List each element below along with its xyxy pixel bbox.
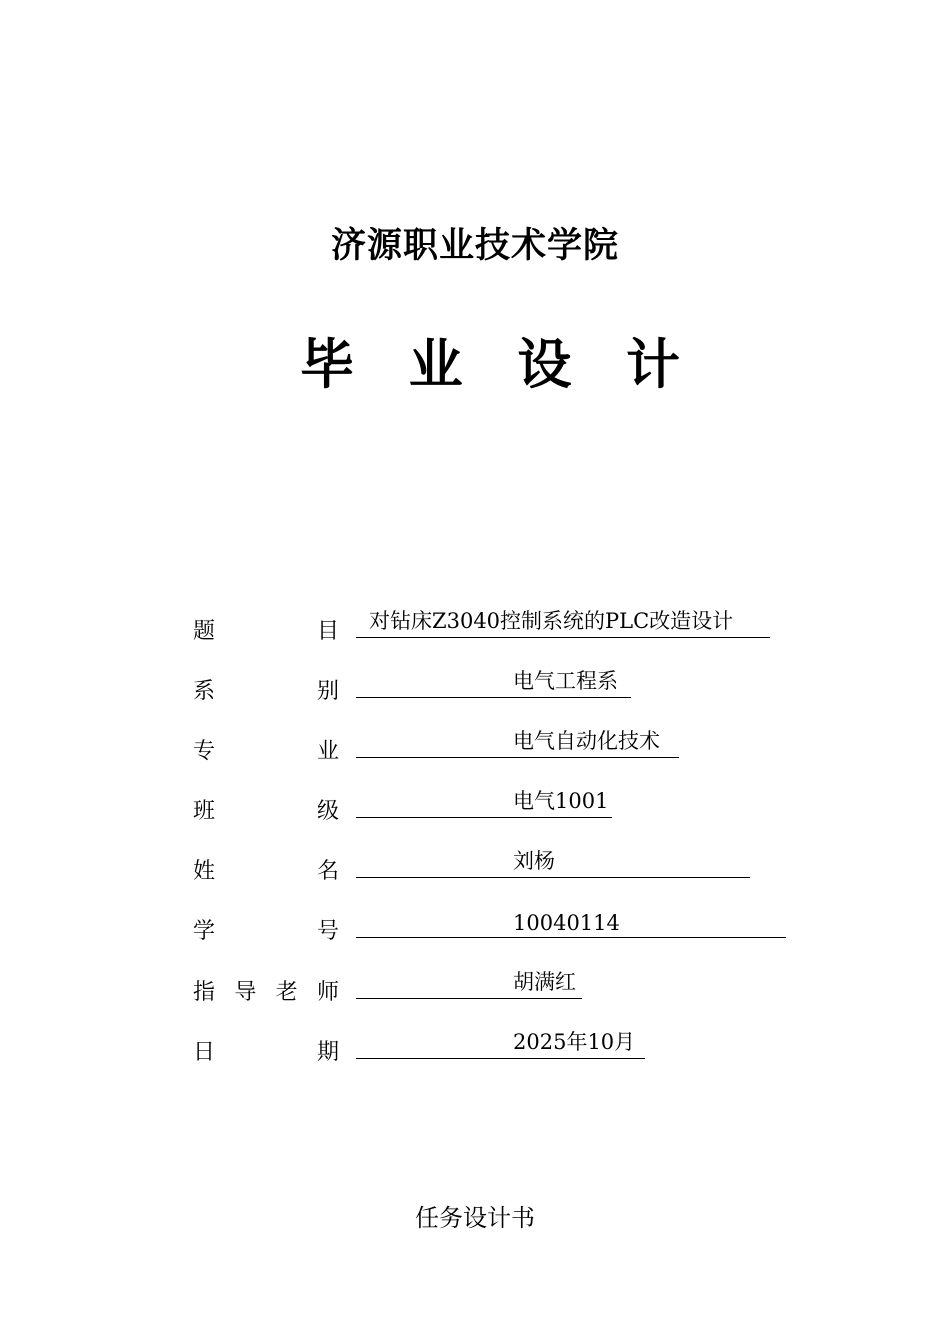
- field-advisor: [193, 966, 793, 1006]
- field-label: 系 别: [193, 679, 339, 704]
- field-label: 学 号: [193, 919, 339, 944]
- field-date: [193, 1026, 793, 1066]
- field-department: [193, 665, 793, 705]
- document-title: [300, 322, 680, 399]
- field-label: 姓 名: [193, 859, 339, 884]
- title-char: 业: [408, 333, 463, 396]
- title-char: 计: [625, 333, 680, 396]
- field-underline: [356, 757, 679, 758]
- field-class: [193, 785, 793, 825]
- field-student-id: [193, 905, 793, 945]
- field-major: [193, 725, 793, 765]
- field-value-topic: 对钻床Z3040控制系统的PLC改造设计: [369, 609, 734, 633]
- footer-title: 任务设计书: [415, 1204, 535, 1232]
- field-underline: [356, 877, 750, 878]
- field-label: 题 目: [193, 619, 339, 644]
- field-value-department: 电气工程系: [513, 669, 618, 693]
- field-value-student-id: 10040114: [513, 911, 620, 935]
- field-value-major: 电气自动化技术: [513, 729, 660, 753]
- field-label: 班 级: [193, 799, 339, 824]
- field-topic: [193, 605, 793, 645]
- title-char: 设: [517, 333, 572, 396]
- field-underline: [356, 937, 786, 938]
- field-label: 专 业: [193, 739, 339, 764]
- field-value-class: 电气1001: [513, 789, 609, 813]
- field-underline: [356, 998, 582, 999]
- school-name: 济源职业技术学院: [330, 226, 619, 266]
- field-label: 日 期: [193, 1040, 339, 1065]
- field-underline: [356, 817, 612, 818]
- title-char: 毕: [300, 333, 354, 396]
- field-underline: [356, 637, 770, 638]
- field-underline: [356, 1058, 645, 1059]
- field-underline: [356, 697, 631, 698]
- field-value-date: 2025年10月: [513, 1030, 636, 1054]
- field-value-name: 刘杨: [513, 849, 555, 873]
- field-name: [193, 845, 793, 885]
- field-label: 指 导 老 师: [193, 980, 339, 1005]
- field-value-advisor: 胡满红: [513, 970, 576, 994]
